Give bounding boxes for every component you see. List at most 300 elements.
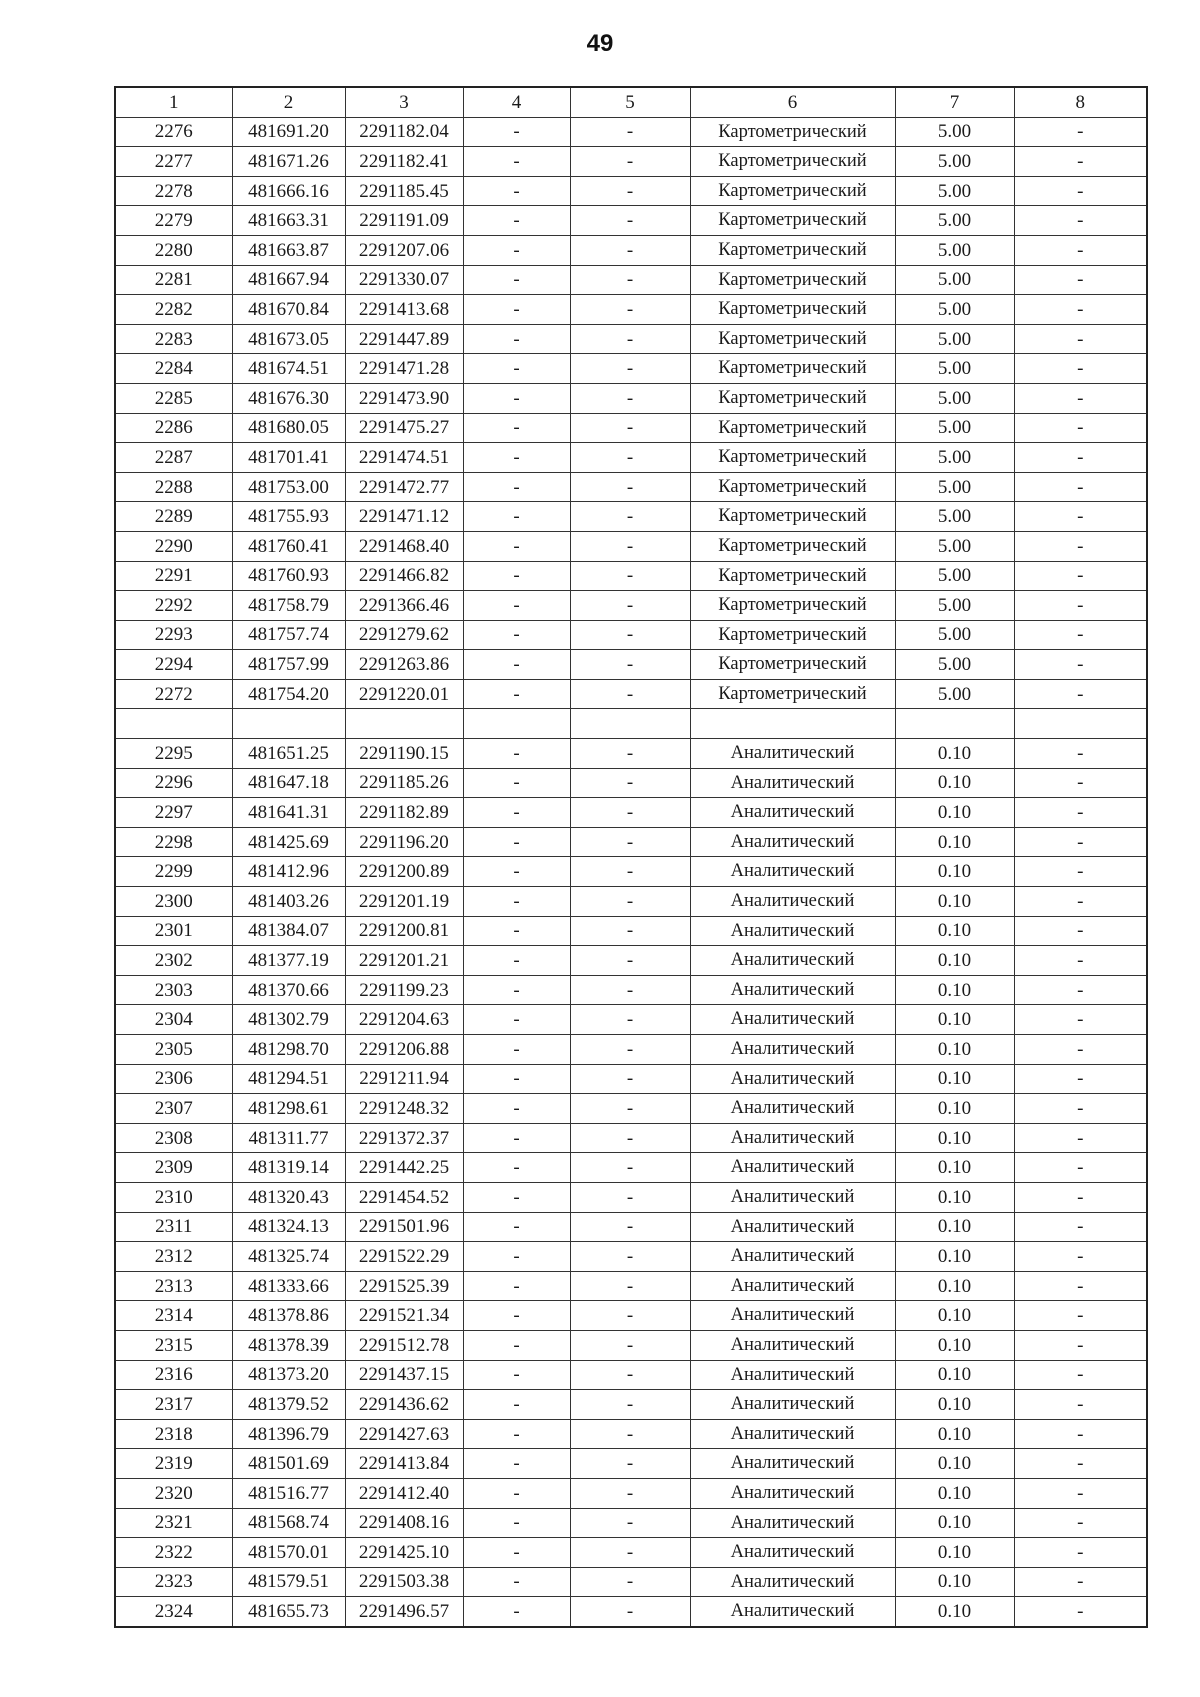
point-number-cell: 2286	[115, 413, 232, 443]
accuracy-cell: 0.10	[895, 1390, 1014, 1420]
column-8-cell: -	[1014, 561, 1147, 591]
column-5-cell: -	[570, 1597, 690, 1627]
y-coordinate-cell: 2291248.32	[345, 1094, 463, 1124]
column-4-cell: -	[463, 1064, 570, 1094]
accuracy-cell: 5.00	[895, 620, 1014, 650]
accuracy-cell: 5.00	[895, 531, 1014, 561]
method-cell: Картометрический	[690, 679, 895, 709]
point-number-cell: 2318	[115, 1419, 232, 1449]
y-coordinate-cell: 2291474.51	[345, 443, 463, 473]
point-number-cell: 2288	[115, 472, 232, 502]
accuracy-cell: 5.00	[895, 295, 1014, 325]
table-row	[115, 1538, 1147, 1568]
y-coordinate-cell: 2291372.37	[345, 1123, 463, 1153]
x-coordinate-cell: 481378.39	[232, 1330, 345, 1360]
column-4-cell: -	[463, 1567, 570, 1597]
x-coordinate-cell: 481755.93	[232, 502, 345, 532]
method-cell: Аналитический	[690, 1449, 895, 1479]
y-coordinate-cell: 2291496.57	[345, 1597, 463, 1627]
point-number-cell: 2291	[115, 561, 232, 591]
table-row	[115, 620, 1147, 650]
accuracy-cell: 5.00	[895, 472, 1014, 502]
table-row	[115, 324, 1147, 354]
column-8-cell: -	[1014, 295, 1147, 325]
accuracy-cell: 0.10	[895, 887, 1014, 917]
accuracy-cell: 0.10	[895, 975, 1014, 1005]
point-number-cell: 2302	[115, 946, 232, 976]
column-4-cell: -	[463, 531, 570, 561]
y-coordinate-cell: 2291182.04	[345, 117, 463, 147]
y-coordinate-cell: 2291185.45	[345, 176, 463, 206]
column-5-cell: -	[570, 887, 690, 917]
table-row	[115, 1212, 1147, 1242]
x-coordinate-cell	[232, 709, 345, 739]
x-coordinate-cell: 481666.16	[232, 176, 345, 206]
table-row	[115, 1064, 1147, 1094]
point-number-cell: 2277	[115, 147, 232, 177]
point-number-cell: 2311	[115, 1212, 232, 1242]
column-8-cell: -	[1014, 650, 1147, 680]
method-cell: Аналитический	[690, 1242, 895, 1272]
column-8-cell: -	[1014, 620, 1147, 650]
x-coordinate-cell: 481701.41	[232, 443, 345, 473]
x-coordinate-cell: 481379.52	[232, 1390, 345, 1420]
column-5-cell: -	[570, 1212, 690, 1242]
table-row	[115, 176, 1147, 206]
method-cell: Аналитический	[690, 1390, 895, 1420]
y-coordinate-cell: 2291471.28	[345, 354, 463, 384]
column-header: 6	[690, 87, 895, 117]
method-cell: Картометрический	[690, 117, 895, 147]
method-cell: Аналитический	[690, 946, 895, 976]
y-coordinate-cell: 2291182.41	[345, 147, 463, 177]
x-coordinate-cell: 481670.84	[232, 295, 345, 325]
accuracy-cell: 0.10	[895, 1538, 1014, 1568]
x-coordinate-cell: 481676.30	[232, 383, 345, 413]
table-row	[115, 147, 1147, 177]
table-row	[115, 1271, 1147, 1301]
point-number-cell: 2307	[115, 1094, 232, 1124]
column-header: 5	[570, 87, 690, 117]
y-coordinate-cell: 2291207.06	[345, 235, 463, 265]
column-5-cell: -	[570, 591, 690, 621]
point-number-cell: 2308	[115, 1123, 232, 1153]
column-4-cell: -	[463, 1035, 570, 1065]
column-8-cell: -	[1014, 946, 1147, 976]
point-number-cell: 2300	[115, 887, 232, 917]
y-coordinate-cell: 2291196.20	[345, 827, 463, 857]
method-cell: Аналитический	[690, 1301, 895, 1331]
accuracy-cell: 0.10	[895, 739, 1014, 769]
column-8-cell: -	[1014, 531, 1147, 561]
table-row	[115, 1035, 1147, 1065]
accuracy-cell: 0.10	[895, 1567, 1014, 1597]
column-4-cell: -	[463, 1242, 570, 1272]
method-cell: Аналитический	[690, 1005, 895, 1035]
table-row	[115, 1330, 1147, 1360]
accuracy-cell: 0.10	[895, 916, 1014, 946]
column-8-cell: -	[1014, 857, 1147, 887]
x-coordinate-cell: 481373.20	[232, 1360, 345, 1390]
method-cell: Картометрический	[690, 176, 895, 206]
column-8-cell: -	[1014, 324, 1147, 354]
accuracy-cell: 0.10	[895, 1419, 1014, 1449]
method-cell: Аналитический	[690, 1094, 895, 1124]
accuracy-cell: 5.00	[895, 265, 1014, 295]
x-coordinate-cell: 481757.99	[232, 650, 345, 680]
column-5-cell: -	[570, 798, 690, 828]
method-cell: Аналитический	[690, 1153, 895, 1183]
accuracy-cell: 5.00	[895, 206, 1014, 236]
column-5-cell: -	[570, 739, 690, 769]
column-8-cell: -	[1014, 916, 1147, 946]
x-coordinate-cell: 481680.05	[232, 413, 345, 443]
column-4-cell: -	[463, 502, 570, 532]
accuracy-cell: 5.00	[895, 413, 1014, 443]
column-4-cell: -	[463, 1182, 570, 1212]
column-4-cell: -	[463, 739, 570, 769]
table-row	[115, 472, 1147, 502]
column-4-cell: -	[463, 265, 570, 295]
point-number-cell: 2321	[115, 1508, 232, 1538]
y-coordinate-cell	[345, 709, 463, 739]
y-coordinate-cell: 2291182.89	[345, 798, 463, 828]
column-4-cell: -	[463, 1005, 570, 1035]
column-8-cell: -	[1014, 887, 1147, 917]
point-number-cell: 2298	[115, 827, 232, 857]
method-cell: Аналитический	[690, 1538, 895, 1568]
method-cell: Аналитический	[690, 827, 895, 857]
x-coordinate-cell: 481425.69	[232, 827, 345, 857]
table-row	[115, 1094, 1147, 1124]
y-coordinate-cell: 2291413.68	[345, 295, 463, 325]
table-row	[115, 679, 1147, 709]
accuracy-cell: 0.10	[895, 1508, 1014, 1538]
point-number-cell: 2312	[115, 1242, 232, 1272]
accuracy-cell: 0.10	[895, 1271, 1014, 1301]
x-coordinate-cell: 481319.14	[232, 1153, 345, 1183]
point-number-cell: 2315	[115, 1330, 232, 1360]
point-number-cell: 2297	[115, 798, 232, 828]
column-5-cell: -	[570, 502, 690, 532]
y-coordinate-cell: 2291211.94	[345, 1064, 463, 1094]
method-cell: Аналитический	[690, 857, 895, 887]
column-4-cell: -	[463, 650, 570, 680]
point-number-cell: 2284	[115, 354, 232, 384]
column-4-cell: -	[463, 887, 570, 917]
x-coordinate-cell: 481760.93	[232, 561, 345, 591]
method-cell: Аналитический	[690, 1182, 895, 1212]
table-row	[115, 383, 1147, 413]
accuracy-cell: 0.10	[895, 1153, 1014, 1183]
column-5-cell: -	[570, 1538, 690, 1568]
accuracy-cell: 5.00	[895, 650, 1014, 680]
accuracy-cell: 0.10	[895, 798, 1014, 828]
point-number-cell: 2317	[115, 1390, 232, 1420]
column-5-cell: -	[570, 206, 690, 236]
column-4-cell: -	[463, 946, 570, 976]
table-row	[115, 887, 1147, 917]
table-row	[115, 354, 1147, 384]
method-cell: Аналитический	[690, 1212, 895, 1242]
table-row	[115, 827, 1147, 857]
y-coordinate-cell: 2291279.62	[345, 620, 463, 650]
column-4-cell: -	[463, 620, 570, 650]
column-8-cell: -	[1014, 206, 1147, 236]
column-5-cell: -	[570, 975, 690, 1005]
column-8-cell: -	[1014, 1419, 1147, 1449]
column-5-cell: -	[570, 265, 690, 295]
column-4-cell: -	[463, 383, 570, 413]
point-number-cell: 2280	[115, 235, 232, 265]
x-coordinate-cell: 481570.01	[232, 1538, 345, 1568]
column-5-cell: -	[570, 1005, 690, 1035]
column-4-cell: -	[463, 1449, 570, 1479]
table-row	[115, 1360, 1147, 1390]
method-cell: Картометрический	[690, 650, 895, 680]
method-cell: Картометрический	[690, 383, 895, 413]
x-coordinate-cell: 481655.73	[232, 1597, 345, 1627]
y-coordinate-cell: 2291425.10	[345, 1538, 463, 1568]
method-cell: Картометрический	[690, 147, 895, 177]
accuracy-cell: 0.10	[895, 1301, 1014, 1331]
column-5-cell: -	[570, 1419, 690, 1449]
column-5-cell: -	[570, 147, 690, 177]
method-cell: Аналитический	[690, 887, 895, 917]
column-8-cell: -	[1014, 768, 1147, 798]
method-cell: Картометрический	[690, 354, 895, 384]
point-number-cell: 2292	[115, 591, 232, 621]
table-row	[115, 1153, 1147, 1183]
y-coordinate-cell: 2291204.63	[345, 1005, 463, 1035]
column-4-cell	[463, 709, 570, 739]
column-8-cell: -	[1014, 739, 1147, 769]
y-coordinate-cell: 2291366.46	[345, 591, 463, 621]
x-coordinate-cell: 481691.20	[232, 117, 345, 147]
column-header: 3	[345, 87, 463, 117]
y-coordinate-cell: 2291408.16	[345, 1508, 463, 1538]
x-coordinate-cell: 481754.20	[232, 679, 345, 709]
column-5-cell: -	[570, 383, 690, 413]
column-5-cell	[570, 709, 690, 739]
y-coordinate-cell: 2291185.26	[345, 768, 463, 798]
table-row	[115, 1449, 1147, 1479]
method-cell: Картометрический	[690, 413, 895, 443]
column-5-cell: -	[570, 1360, 690, 1390]
y-coordinate-cell: 2291427.63	[345, 1419, 463, 1449]
column-8-cell: -	[1014, 443, 1147, 473]
accuracy-cell: 0.10	[895, 827, 1014, 857]
x-coordinate-cell: 481651.25	[232, 739, 345, 769]
column-4-cell: -	[463, 1508, 570, 1538]
column-8-cell: -	[1014, 591, 1147, 621]
x-coordinate-cell: 481671.26	[232, 147, 345, 177]
table-header	[115, 87, 1147, 117]
column-5-cell: -	[570, 1123, 690, 1153]
method-cell: Аналитический	[690, 1064, 895, 1094]
table-row	[115, 1301, 1147, 1331]
method-cell: Картометрический	[690, 206, 895, 236]
method-cell: Аналитический	[690, 768, 895, 798]
table-row	[115, 946, 1147, 976]
point-number-cell: 2319	[115, 1449, 232, 1479]
point-number-cell: 2309	[115, 1153, 232, 1183]
table-row	[115, 502, 1147, 532]
y-coordinate-cell: 2291501.96	[345, 1212, 463, 1242]
column-8-cell: -	[1014, 235, 1147, 265]
x-coordinate-cell: 481403.26	[232, 887, 345, 917]
column-4-cell: -	[463, 1360, 570, 1390]
column-header: 7	[895, 87, 1014, 117]
table-row	[115, 1419, 1147, 1449]
table-row	[115, 1182, 1147, 1212]
column-8-cell: -	[1014, 1153, 1147, 1183]
table-body	[115, 117, 1147, 1627]
column-8-cell: -	[1014, 1301, 1147, 1331]
table-row	[115, 561, 1147, 591]
y-coordinate-cell: 2291201.21	[345, 946, 463, 976]
y-coordinate-cell: 2291200.81	[345, 916, 463, 946]
x-coordinate-cell: 481311.77	[232, 1123, 345, 1153]
column-5-cell: -	[570, 295, 690, 325]
x-coordinate-cell: 481579.51	[232, 1567, 345, 1597]
accuracy-cell: 0.10	[895, 1005, 1014, 1035]
column-5-cell: -	[570, 1035, 690, 1065]
y-coordinate-cell: 2291512.78	[345, 1330, 463, 1360]
method-cell: Аналитический	[690, 1597, 895, 1627]
table-row	[115, 443, 1147, 473]
column-4-cell: -	[463, 1390, 570, 1420]
x-coordinate-cell: 481647.18	[232, 768, 345, 798]
column-8-cell: -	[1014, 827, 1147, 857]
table-row	[115, 413, 1147, 443]
column-4-cell: -	[463, 1271, 570, 1301]
column-4-cell: -	[463, 1153, 570, 1183]
column-5-cell: -	[570, 1330, 690, 1360]
column-4-cell: -	[463, 472, 570, 502]
accuracy-cell: 0.10	[895, 1212, 1014, 1242]
point-number-cell: 2313	[115, 1271, 232, 1301]
table-row	[115, 591, 1147, 621]
x-coordinate-cell: 481758.79	[232, 591, 345, 621]
column-8-cell: -	[1014, 1330, 1147, 1360]
column-5-cell: -	[570, 916, 690, 946]
y-coordinate-cell: 2291200.89	[345, 857, 463, 887]
page-number: 49	[586, 30, 614, 57]
column-header: 1	[115, 87, 232, 117]
column-8-cell: -	[1014, 1123, 1147, 1153]
accuracy-cell: 0.10	[895, 1035, 1014, 1065]
point-number-cell: 2287	[115, 443, 232, 473]
accuracy-cell: 0.10	[895, 1449, 1014, 1479]
table-row	[115, 1390, 1147, 1420]
point-number-cell: 2276	[115, 117, 232, 147]
y-coordinate-cell: 2291330.07	[345, 265, 463, 295]
column-4-cell: -	[463, 768, 570, 798]
point-number-cell: 2281	[115, 265, 232, 295]
point-number-cell: 2324	[115, 1597, 232, 1627]
column-8-cell: -	[1014, 1508, 1147, 1538]
column-4-cell: -	[463, 1212, 570, 1242]
y-coordinate-cell: 2291263.86	[345, 650, 463, 680]
accuracy-cell: 5.00	[895, 235, 1014, 265]
column-5-cell: -	[570, 1567, 690, 1597]
accuracy-cell: 0.10	[895, 1360, 1014, 1390]
column-8-cell: -	[1014, 1035, 1147, 1065]
column-5-cell: -	[570, 620, 690, 650]
column-8-cell: -	[1014, 1271, 1147, 1301]
column-8-cell: -	[1014, 1538, 1147, 1568]
x-coordinate-cell: 481377.19	[232, 946, 345, 976]
accuracy-cell: 0.10	[895, 1182, 1014, 1212]
column-5-cell: -	[570, 1390, 690, 1420]
point-number-cell: 2322	[115, 1538, 232, 1568]
table-row	[115, 1242, 1147, 1272]
column-5-cell: -	[570, 827, 690, 857]
column-5-cell: -	[570, 1153, 690, 1183]
table-row	[115, 650, 1147, 680]
y-coordinate-cell: 2291190.15	[345, 739, 463, 769]
column-8-cell: -	[1014, 176, 1147, 206]
point-number-cell: 2305	[115, 1035, 232, 1065]
column-8-cell: -	[1014, 1567, 1147, 1597]
point-number-cell: 2282	[115, 295, 232, 325]
accuracy-cell: 0.10	[895, 1123, 1014, 1153]
x-coordinate-cell: 481320.43	[232, 1182, 345, 1212]
point-number-cell: 2306	[115, 1064, 232, 1094]
column-4-cell: -	[463, 1597, 570, 1627]
accuracy-cell: 0.10	[895, 1094, 1014, 1124]
table-row	[115, 768, 1147, 798]
column-4-cell: -	[463, 206, 570, 236]
x-coordinate-cell: 481298.70	[232, 1035, 345, 1065]
column-4-cell: -	[463, 176, 570, 206]
y-coordinate-cell: 2291447.89	[345, 324, 463, 354]
column-8-cell: -	[1014, 1242, 1147, 1272]
x-coordinate-cell: 481673.05	[232, 324, 345, 354]
point-number-cell: 2296	[115, 768, 232, 798]
column-4-cell: -	[463, 354, 570, 384]
x-coordinate-cell: 481302.79	[232, 1005, 345, 1035]
x-coordinate-cell: 481674.51	[232, 354, 345, 384]
column-8-cell: -	[1014, 1390, 1147, 1420]
coordinates-table	[114, 86, 1148, 1628]
table-row	[115, 531, 1147, 561]
column-5-cell: -	[570, 1064, 690, 1094]
accuracy-cell: 5.00	[895, 591, 1014, 621]
point-number-cell: 2285	[115, 383, 232, 413]
accuracy-cell: 0.10	[895, 1242, 1014, 1272]
column-5-cell: -	[570, 117, 690, 147]
point-number-cell: 2299	[115, 857, 232, 887]
accuracy-cell: 0.10	[895, 768, 1014, 798]
column-5-cell: -	[570, 176, 690, 206]
accuracy-cell	[895, 709, 1014, 739]
column-5-cell: -	[570, 1449, 690, 1479]
column-4-cell: -	[463, 147, 570, 177]
column-8-cell: -	[1014, 413, 1147, 443]
column-4-cell: -	[463, 1123, 570, 1153]
column-4-cell: -	[463, 1330, 570, 1360]
accuracy-cell: 0.10	[895, 857, 1014, 887]
x-coordinate-cell: 481298.61	[232, 1094, 345, 1124]
table-row	[115, 709, 1147, 739]
point-number-cell: 2279	[115, 206, 232, 236]
table-row	[115, 1123, 1147, 1153]
method-cell: Аналитический	[690, 1360, 895, 1390]
y-coordinate-cell: 2291206.88	[345, 1035, 463, 1065]
table-row	[115, 117, 1147, 147]
